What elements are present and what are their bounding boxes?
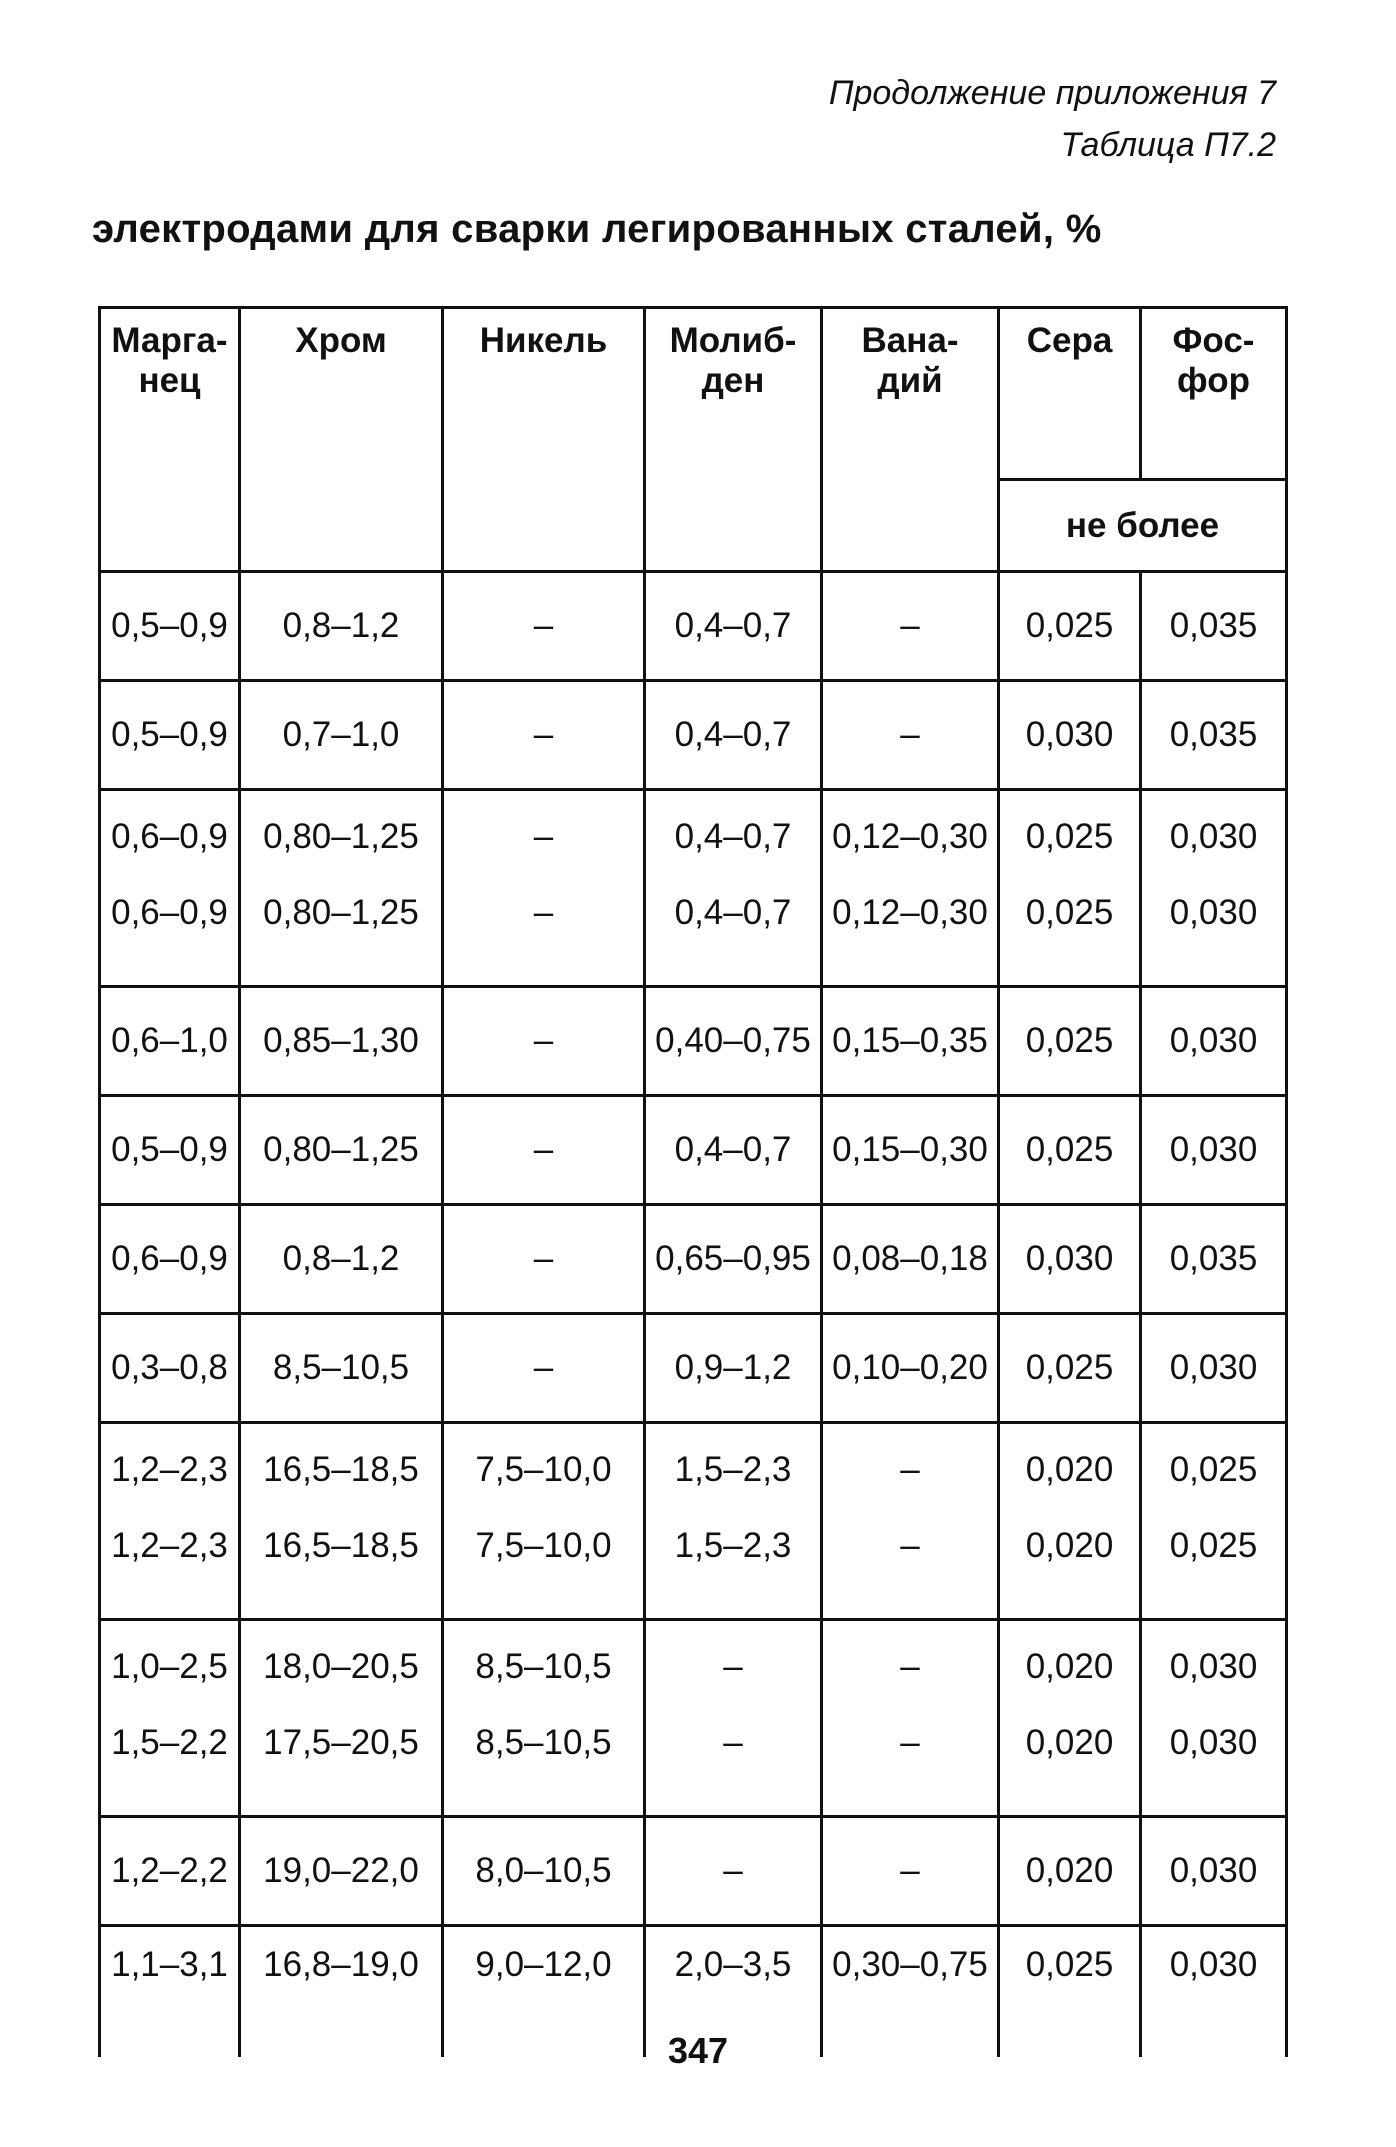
- cell-manganese: 1,2–2,3: [100, 1423, 240, 1517]
- cell-manganese: 1,5–2,2: [100, 1713, 240, 1817]
- cell-chromium: 19,0–22,0: [240, 1817, 443, 1926]
- cell-vanadium: 0,12–0,30: [822, 883, 999, 987]
- cell-manganese: 0,5–0,9: [100, 1096, 240, 1205]
- cell-vanadium: 0,15–0,30: [822, 1096, 999, 1205]
- cell-sulfur: 0,025: [999, 790, 1141, 884]
- cell-vanadium: 0,15–0,35: [822, 987, 999, 1096]
- cell-nickel: 8,0–10,5: [443, 1817, 645, 1926]
- cell-vanadium: 0,30–0,75: [822, 1926, 999, 2058]
- cell-manganese: 1,2–2,3: [100, 1516, 240, 1620]
- table-label: Таблица П7.2: [1060, 126, 1276, 164]
- cell-phosphorus: 0,030: [1141, 1926, 1287, 2058]
- cell-molybdenum: –: [645, 1817, 822, 1926]
- cell-sulfur: 0,025: [999, 1314, 1141, 1423]
- table-row: [100, 1096, 1287, 1205]
- header-vanadium: Вана- дий: [822, 308, 999, 572]
- table-subtitle: электродами для сварки легированных сталей, %: [92, 207, 1102, 251]
- cell-chromium: 0,8–1,2: [240, 1205, 443, 1314]
- cell-nickel: –: [443, 572, 645, 681]
- cell-chromium: 0,80–1,25: [240, 790, 443, 884]
- table-row: [100, 1817, 1287, 1926]
- table-row: [100, 987, 1287, 1096]
- cell-chromium: 16,5–18,5: [240, 1516, 443, 1620]
- cell-molybdenum: –: [645, 1713, 822, 1817]
- cell-sulfur: 0,025: [999, 572, 1141, 681]
- page-number: 347: [667, 2030, 729, 2071]
- cell-nickel: –: [443, 1096, 645, 1205]
- cell-sulfur: 0,030: [999, 1205, 1141, 1314]
- cell-sulfur: 0,025: [999, 987, 1141, 1096]
- cell-phosphorus: 0,030: [1141, 1713, 1287, 1817]
- cell-chromium: 18,0–20,5: [240, 1620, 443, 1714]
- header-phosphorus: Фос- фор: [1141, 308, 1287, 480]
- cell-vanadium: 0,12–0,30: [822, 790, 999, 884]
- cell-phosphorus: 0,035: [1141, 572, 1287, 681]
- table-row: [100, 1516, 1287, 1620]
- cell-chromium: 0,80–1,25: [240, 1096, 443, 1205]
- cell-nickel: –: [443, 790, 645, 884]
- cell-phosphorus: 0,035: [1141, 1205, 1287, 1314]
- header-chromium: Хром: [240, 308, 443, 572]
- cell-phosphorus: 0,030: [1141, 987, 1287, 1096]
- cell-nickel: –: [443, 681, 645, 790]
- cell-phosphorus: 0,030: [1141, 1817, 1287, 1926]
- cell-nickel: 8,5–10,5: [443, 1620, 645, 1714]
- table-row: [100, 1713, 1287, 1817]
- cell-nickel: 7,5–10,0: [443, 1423, 645, 1517]
- table-row: [100, 1423, 1287, 1517]
- table-row: [100, 1314, 1287, 1423]
- cell-chromium: 17,5–20,5: [240, 1713, 443, 1817]
- cell-molybdenum: 0,65–0,95: [645, 1205, 822, 1314]
- cell-vanadium: –: [822, 1620, 999, 1714]
- cell-nickel: 8,5–10,5: [443, 1713, 645, 1817]
- cell-molybdenum: –: [645, 1620, 822, 1714]
- cell-sulfur: 0,025: [999, 1926, 1141, 2058]
- cell-chromium: 0,80–1,25: [240, 883, 443, 987]
- cell-nickel: –: [443, 883, 645, 987]
- cell-phosphorus: 0,030: [1141, 1096, 1287, 1205]
- cell-manganese: 0,6–0,9: [100, 883, 240, 987]
- cell-molybdenum: 0,9–1,2: [645, 1314, 822, 1423]
- cell-chromium: 0,8–1,2: [240, 572, 443, 681]
- cell-manganese: 0,3–0,8: [100, 1314, 240, 1423]
- composition-table: [98, 306, 1288, 2057]
- cell-vanadium: –: [822, 572, 999, 681]
- cell-vanadium: –: [822, 1817, 999, 1926]
- cell-sulfur: 0,020: [999, 1423, 1141, 1517]
- cell-sulfur: 0,025: [999, 883, 1141, 987]
- cell-molybdenum: 0,40–0,75: [645, 987, 822, 1096]
- cell-vanadium: 0,08–0,18: [822, 1205, 999, 1314]
- header-sulfur: Сера: [999, 308, 1141, 480]
- table-body: [100, 572, 1287, 2058]
- cell-molybdenum: 2,0–3,5: [645, 1926, 822, 2058]
- cell-manganese: 1,2–2,2: [100, 1817, 240, 1926]
- cell-nickel: –: [443, 1205, 645, 1314]
- cell-vanadium: –: [822, 681, 999, 790]
- cell-phosphorus: 0,025: [1141, 1423, 1287, 1517]
- cell-manganese: 1,1–3,1: [100, 1926, 240, 2058]
- cell-chromium: 16,8–19,0: [240, 1926, 443, 2058]
- cell-vanadium: –: [822, 1423, 999, 1517]
- table-row: [100, 790, 1287, 884]
- cell-molybdenum: 0,4–0,7: [645, 883, 822, 987]
- table-row: [100, 572, 1287, 681]
- header-molybdenum: Молиб- ден: [645, 308, 822, 572]
- cell-phosphorus: 0,030: [1141, 790, 1287, 884]
- header-limit-note: не более: [999, 480, 1287, 572]
- table-row: [100, 883, 1287, 987]
- cell-molybdenum: 1,5–2,3: [645, 1423, 822, 1517]
- cell-molybdenum: 0,4–0,7: [645, 572, 822, 681]
- cell-manganese: 0,5–0,9: [100, 681, 240, 790]
- cell-molybdenum: 0,4–0,7: [645, 1096, 822, 1205]
- cell-sulfur: 0,030: [999, 681, 1141, 790]
- table-row: [100, 681, 1287, 790]
- cell-vanadium: 0,10–0,20: [822, 1314, 999, 1423]
- header-manganese: Марга- нец: [100, 308, 240, 572]
- cell-vanadium: –: [822, 1516, 999, 1620]
- cell-manganese: 1,0–2,5: [100, 1620, 240, 1714]
- cell-chromium: 0,7–1,0: [240, 681, 443, 790]
- cell-sulfur: 0,020: [999, 1516, 1141, 1620]
- continuation-note: Продолжение приложения 7: [828, 74, 1276, 112]
- cell-sulfur: 0,020: [999, 1817, 1141, 1926]
- cell-vanadium: –: [822, 1713, 999, 1817]
- cell-chromium: 16,5–18,5: [240, 1423, 443, 1517]
- table-row: [100, 1620, 1287, 1714]
- cell-phosphorus: 0,030: [1141, 1620, 1287, 1714]
- cell-molybdenum: 1,5–2,3: [645, 1516, 822, 1620]
- cell-manganese: 0,5–0,9: [100, 572, 240, 681]
- cell-nickel: 7,5–10,0: [443, 1516, 645, 1620]
- cell-phosphorus: 0,030: [1141, 1314, 1287, 1423]
- cell-molybdenum: 0,4–0,7: [645, 790, 822, 884]
- cell-phosphorus: 0,025: [1141, 1516, 1287, 1620]
- cell-nickel: –: [443, 1314, 645, 1423]
- cell-chromium: 0,85–1,30: [240, 987, 443, 1096]
- table-row: [100, 1205, 1287, 1314]
- cell-manganese: 0,6–1,0: [100, 987, 240, 1096]
- cell-sulfur: 0,025: [999, 1096, 1141, 1205]
- cell-manganese: 0,6–0,9: [100, 1205, 240, 1314]
- cell-phosphorus: 0,035: [1141, 681, 1287, 790]
- cell-nickel: –: [443, 987, 645, 1096]
- header-nickel: Никель: [443, 308, 645, 572]
- cell-nickel: 9,0–12,0: [443, 1926, 645, 2058]
- cell-sulfur: 0,020: [999, 1620, 1141, 1714]
- cell-phosphorus: 0,030: [1141, 883, 1287, 987]
- cell-sulfur: 0,020: [999, 1713, 1141, 1817]
- cell-molybdenum: 0,4–0,7: [645, 681, 822, 790]
- cell-manganese: 0,6–0,9: [100, 790, 240, 884]
- cell-chromium: 8,5–10,5: [240, 1314, 443, 1423]
